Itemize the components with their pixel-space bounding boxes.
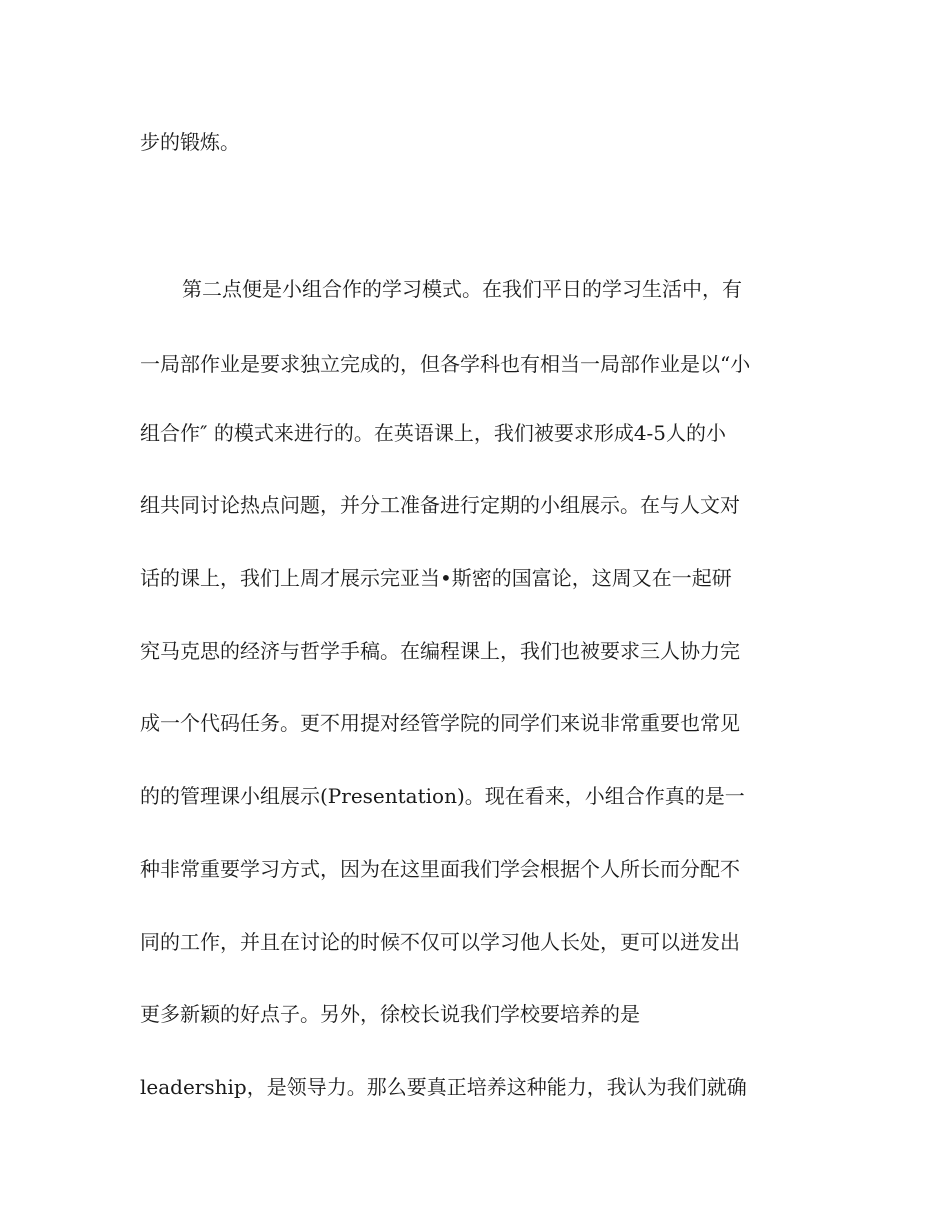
paragraph-line: 种非常重要学习方式，因为在这里面我们学会根据个人所长而分配不 bbox=[140, 857, 740, 881]
paragraph-line: 第二点便是小组合作的学习模式。在我们平日的学习生活中，有 bbox=[182, 277, 742, 301]
paragraph-line: 同的工作，并且在讨论的时候不仅可以学习他人长处，更可以迸发出 bbox=[140, 930, 740, 954]
paragraph-line: 更多新颖的好点子。另外，徐校长说我们学校要培养的是 bbox=[140, 1002, 640, 1026]
paragraph-line: 组合作″ 的模式来进行的。在英语课上，我们被要求形成4-5人的小 bbox=[140, 421, 727, 445]
paragraph-line: 组共同讨论热点问题，并分工准备进行定期的小组展示。在与人文对 bbox=[140, 493, 740, 517]
paragraph-line: 的的管理课小组展示(Presentation)。现在看来，小组合作真的是一 bbox=[140, 784, 745, 808]
paragraph-line: 究马克思的经济与哲学手稿。在编程课上，我们也被要求三人协力完 bbox=[140, 639, 740, 663]
paragraph-line: 成一个代码任务。更不用提对经管学院的同学们来说非常重要也常见 bbox=[140, 711, 740, 735]
paragraph-end-line: 步的锻炼。 bbox=[140, 130, 240, 154]
paragraph-line: 话的课上，我们上周才展示完亚当•斯密的国富论，这周又在一起研 bbox=[140, 566, 732, 590]
paragraph-line: 一局部作业是要求独立完成的，但各学科也有相当一局部作业是以“小 bbox=[140, 352, 751, 376]
paragraph-line: leadership，是领导力。那么要真正培养这种能力，我认为我们就确 bbox=[140, 1075, 747, 1099]
